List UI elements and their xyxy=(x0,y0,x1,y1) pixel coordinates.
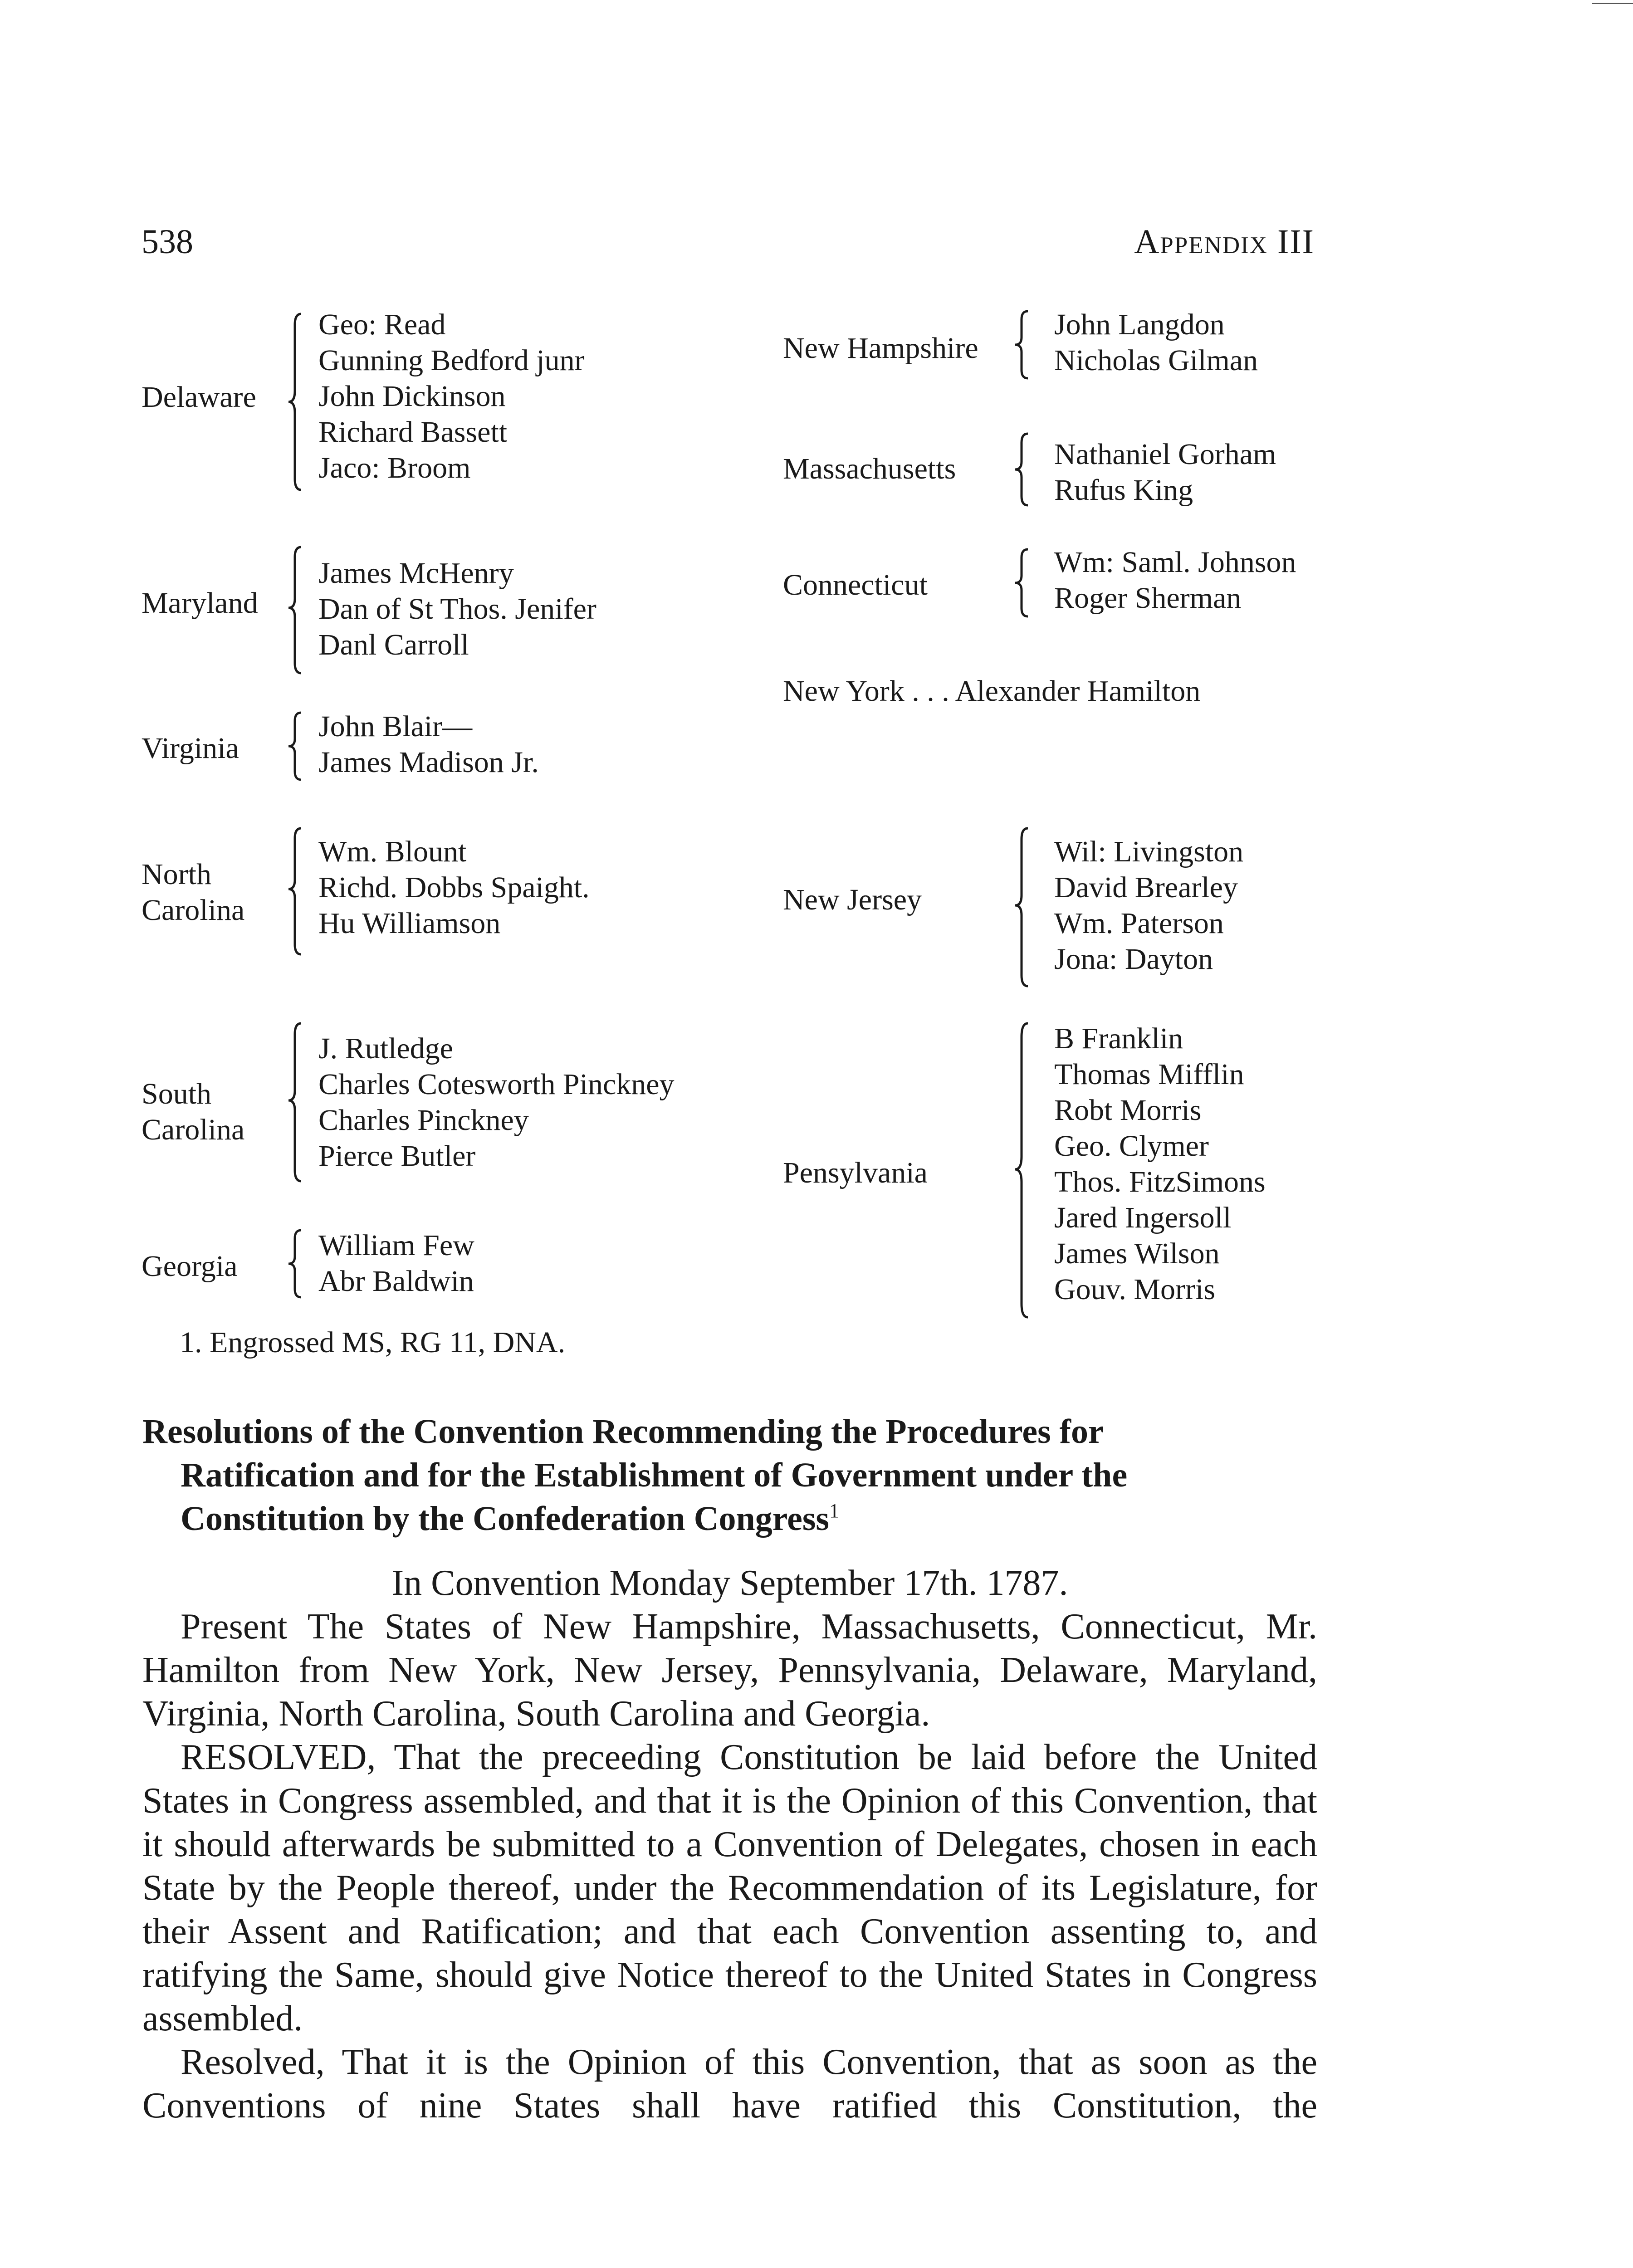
state-north-carolina xyxy=(142,856,244,928)
state-delaware: Delaware xyxy=(142,381,256,414)
state-word: Carolina xyxy=(142,894,245,927)
signer-name: Wm. Paterson xyxy=(1054,907,1224,940)
new-hampshire-signers xyxy=(1054,307,1258,378)
dateline: In Convention Monday September 17th. 1787. xyxy=(391,1563,1068,1603)
signer-name: John Blair— xyxy=(318,710,473,743)
state-virginia: Virginia xyxy=(142,732,239,765)
signer-name: Wil: Livingston xyxy=(1054,835,1244,868)
signer-name: Geo. Clymer xyxy=(1054,1129,1209,1163)
signer-name: Jona: Dayton xyxy=(1054,943,1213,976)
brace-georgia xyxy=(286,1227,304,1300)
heading-text: Constitution by the Confederation Congress xyxy=(181,1500,830,1538)
footnote: 1. Engrossed MS, RG 11, DNA. xyxy=(180,1326,566,1359)
maryland-signers xyxy=(318,555,596,663)
brace-pensylvania xyxy=(1012,1021,1031,1320)
signer-name: Thos. FitzSimons xyxy=(1054,1165,1266,1198)
georgia-signers xyxy=(318,1227,474,1299)
brace-connecticut xyxy=(1012,547,1031,619)
footnote-ref: 1 xyxy=(829,1500,840,1522)
edge-rule xyxy=(1592,3,1633,4)
signer-name: J. Rutledge xyxy=(318,1032,453,1065)
brace-maryland xyxy=(286,544,304,676)
brace-south-carolina xyxy=(286,1021,304,1184)
signer-name: Roger Sherman xyxy=(1054,582,1242,615)
signer-name: Gunning Bedford junr xyxy=(318,344,585,377)
signer-name: Jared Ingersoll xyxy=(1054,1201,1232,1234)
signer-name: James McHenry xyxy=(318,557,514,590)
signer-name: Richd. Dobbs Spaight. xyxy=(318,871,590,904)
signer-name: B Franklin xyxy=(1054,1022,1183,1055)
signer-name: William Few xyxy=(318,1229,474,1262)
signer-name: Danl Carroll xyxy=(318,628,469,661)
pensylvania-signers xyxy=(1054,1021,1266,1307)
brace-north-carolina xyxy=(286,826,304,957)
signer-name: Thomas Mifflin xyxy=(1054,1058,1244,1091)
state-pensylvania: Pensylvania xyxy=(783,1156,928,1189)
signer-name: John Dickinson xyxy=(318,380,506,413)
signer-name: Nathaniel Gorham xyxy=(1054,438,1276,471)
signer-name: James Wilson xyxy=(1054,1237,1220,1270)
signer-name: James Madison Jr. xyxy=(318,746,539,779)
heading-line: Ratification and for the Establishment of Government under the xyxy=(181,1456,1128,1494)
heading-line xyxy=(142,1497,1322,1540)
heading-line: Resolutions of the Convention Recommending the Procedures for xyxy=(142,1413,1104,1451)
connecticut-signers xyxy=(1054,544,1296,616)
paragraph: Resolved, That it is the Opinion of this Convention, that as soon as the Conventions of nine States shall have ratified this Constitution, the xyxy=(142,2042,1317,2126)
state-south-carolina xyxy=(142,1076,244,1148)
brace-virginia xyxy=(286,710,304,782)
south-carolina-signers xyxy=(318,1031,675,1174)
signer-name: Dan of St Thos. Jenifer xyxy=(318,592,596,626)
signer-name: John Langdon xyxy=(1054,308,1225,341)
new-york-line: New York . . . Alexander Hamilton xyxy=(783,675,1201,708)
north-carolina-signers xyxy=(318,834,590,941)
signer-name: Wm: Saml. Johnson xyxy=(1054,546,1296,579)
brace-massachusetts xyxy=(1012,431,1031,508)
signer-name: Robt Morris xyxy=(1054,1094,1202,1127)
signer-name: Pierce Butler xyxy=(318,1139,476,1173)
state-word: South xyxy=(142,1077,212,1110)
signer-name: David Brearley xyxy=(1054,871,1238,904)
state-massachusetts: Massachusetts xyxy=(783,452,956,485)
state-new-jersey: New Jersey xyxy=(783,883,922,916)
paragraph: Present The States of New Hampshire, Massachusetts, Connecticut, Mr. Hamilton from New York, New Jersey, Pennsylvania, Delaware, Maryland, Virginia, North Carolina, South Carolina and Georgia. xyxy=(142,1607,1317,1734)
signer-name: Gouv. Morris xyxy=(1054,1273,1216,1306)
state-maryland: Maryland xyxy=(142,587,258,620)
state-word: North xyxy=(142,858,211,891)
signer-name: Hu Williamson xyxy=(318,907,501,940)
signer-name: Wm. Blount xyxy=(318,835,467,868)
state-word: Carolina xyxy=(142,1113,245,1146)
signer-name: Geo: Read xyxy=(318,308,446,341)
signer-name: Charles Pinckney xyxy=(318,1104,529,1137)
running-head: Appendix III xyxy=(1134,223,1315,261)
brace-new-hampshire xyxy=(1012,308,1031,381)
signer-name: Richard Bassett xyxy=(318,415,508,449)
delaware-signers xyxy=(318,307,585,486)
section-heading xyxy=(142,1410,1322,1540)
signer-name: Jaco: Broom xyxy=(318,451,471,484)
state-connecticut: Connecticut xyxy=(783,568,928,601)
signer-name: Abr Baldwin xyxy=(318,1265,474,1298)
massachusetts-signers xyxy=(1054,436,1276,508)
brace-new-jersey xyxy=(1012,826,1031,989)
new-jersey-signers xyxy=(1054,834,1243,977)
signer-name: Charles Cotesworth Pinckney xyxy=(318,1068,675,1101)
state-new-hampshire: New Hampshire xyxy=(783,332,978,365)
brace-delaware xyxy=(286,311,304,493)
page-number: 538 xyxy=(142,223,193,261)
body-text xyxy=(142,1561,1317,2127)
virginia-signers xyxy=(318,709,539,780)
paragraph: RESOLVED, That the preceeding Constitution be laid before the United States in Congress assembled, and that it is the Opinion of this Convention, that it should afterwards be submitted to a Convention of Delegates, chosen in each State by the People thereof, under the Recommendation of its Legislature, for their Assent and Ratification; and that each Convention assenting to, and ratifying the Same, should give Notice thereof to the United States in Congress assembled. xyxy=(142,1737,1317,2038)
signer-name: Rufus King xyxy=(1054,474,1193,507)
signer-name: Nicholas Gilman xyxy=(1054,344,1258,377)
state-georgia: Georgia xyxy=(142,1250,238,1283)
